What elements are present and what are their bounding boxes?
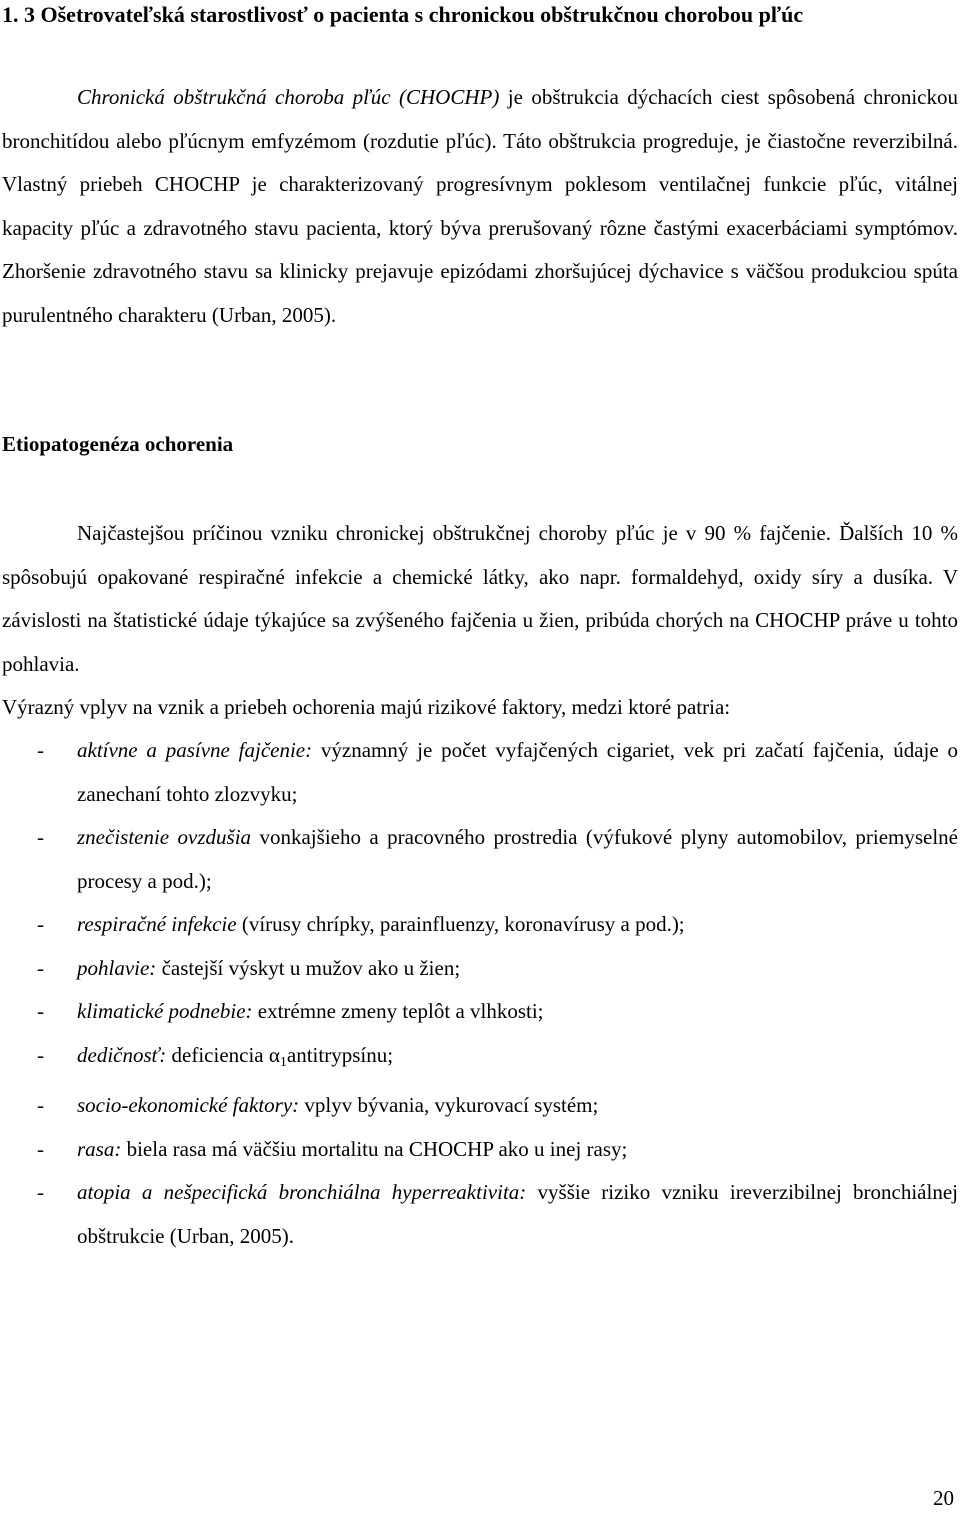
list-dash: - [37,955,44,980]
list-dash: - [37,1042,44,1067]
list-item [2,1171,958,1258]
list-dash: - [37,1136,44,1161]
page-number: 20 [933,1486,954,1510]
risk-text: (vírusy chrípky, parainfluenzy, koronavírusy a pod.); [236,912,685,936]
alpha-subscript: 1 [279,1054,287,1070]
risk-text: vonkajšieho a pracovného prostredia (výfukové plyny automobilov, priemyselné procesy a pod.); [77,825,958,893]
list-dash: - [37,999,44,1023]
risk-text: deficiencia α [166,1042,280,1067]
intro-paragraph [2,76,958,337]
list-item [2,990,958,1034]
list-item [2,1084,958,1128]
risk-term: klimatické podnebie: [77,999,253,1023]
risk-term: socio-ekonomické faktory: [77,1093,300,1117]
risk-factor-list [2,729,958,1258]
list-item [2,729,958,816]
list-dash: - [37,912,44,936]
list-dash: - [37,1180,44,1204]
risk-text: biela rasa má väčšiu mortalitu na CHOCHP ako u inej rasy; [121,1136,628,1161]
risk-text: významný je počet vyfajčených cigariet, vek pri začatí fajčenia, údaje o zanechaní tohto zlozvyku; [77,738,958,806]
list-dash: - [37,738,44,762]
list-dash: - [37,825,44,849]
risk-term: pohlavie: [77,955,157,980]
list-item [2,947,958,991]
risk-term: respiračné infekcie [77,912,237,936]
list-item [2,1128,958,1172]
etiology-paragraph: Najčastejšou príčinou vzniku chronickej obštrukčnej choroby pľúc je v 90 % fajčenie. Ďalších 10 % spôsobujú opakované respiračné infekcie a chemické látky, ako napr. formaldehyd, oxidy síry a dusíka. V závislosti na štatistické údaje týkajúce sa zvýšeného fajčenia u žien, pribúda chorých na CHOCHP práve u tohto pohlavia. [2,521,958,676]
list-item [2,1034,958,1085]
intro-text: je obštrukcia dýchacích ciest spôsobená chronickou bronchitídou alebo pľúcnym emfyzémom (rozdutie pľúc). Táto obštrukcia progreduje, je čiastočne reverzibilná. Vlastný priebeh CHOCHP je charakterizovaný progresívnym poklesom ventilačnej funkcie pľúc, vitálnej kapacity pľúc a zdravotného stavu pacienta, ktorý býva prerušovaný rôzne častými exacerbáciami symptómov. Zhoršenie zdravotného stavu sa klinicky prejavuje epizódami zhoršujúcej dýchavice s väčšou produkciou spúta purulentného charakteru (Urban, 2005). [2,85,958,327]
risk-term: atopia a nešpecifická bronchiálna hyperreaktivita: [77,1180,527,1204]
risk-text: častejší výskyt u mužov ako u žien; [156,955,461,980]
list-item [2,903,958,947]
chapter-heading: 1. 3 Ošetrovateľská starostlivosť o pacienta s chronickou obštrukčnou chorobou pľúc [2,2,804,27]
intro-term: Chronická obštrukčná choroba pľúc (CHOCHP) [77,85,500,109]
list-item [2,816,958,903]
risk-term: znečistenie ovzdušia [77,825,252,849]
risk-text-continued: antitrypsínu; [286,1042,394,1067]
risk-factors-intro: Výrazný vplyv na vznik a priebeh ochorenia majú rizikové faktory, medzi ktoré patria: [2,695,731,719]
risk-text: vyššie riziko vzniku ireverzibilnej bronchiálnej obštrukcie (Urban, 2005). [77,1180,958,1248]
list-dash: - [37,1093,44,1117]
risk-text: extrémne zmeny teplôt a vlhkosti; [252,999,544,1023]
risk-term: dedičnosť: [77,1042,167,1067]
section-heading: Etiopatogenéza ochorenia [2,432,234,456]
risk-term: aktívne a pasívne fajčenie: [77,738,313,762]
risk-term: rasa: [77,1136,122,1161]
risk-text: vplyv bývania, vykurovací systém; [299,1093,599,1117]
